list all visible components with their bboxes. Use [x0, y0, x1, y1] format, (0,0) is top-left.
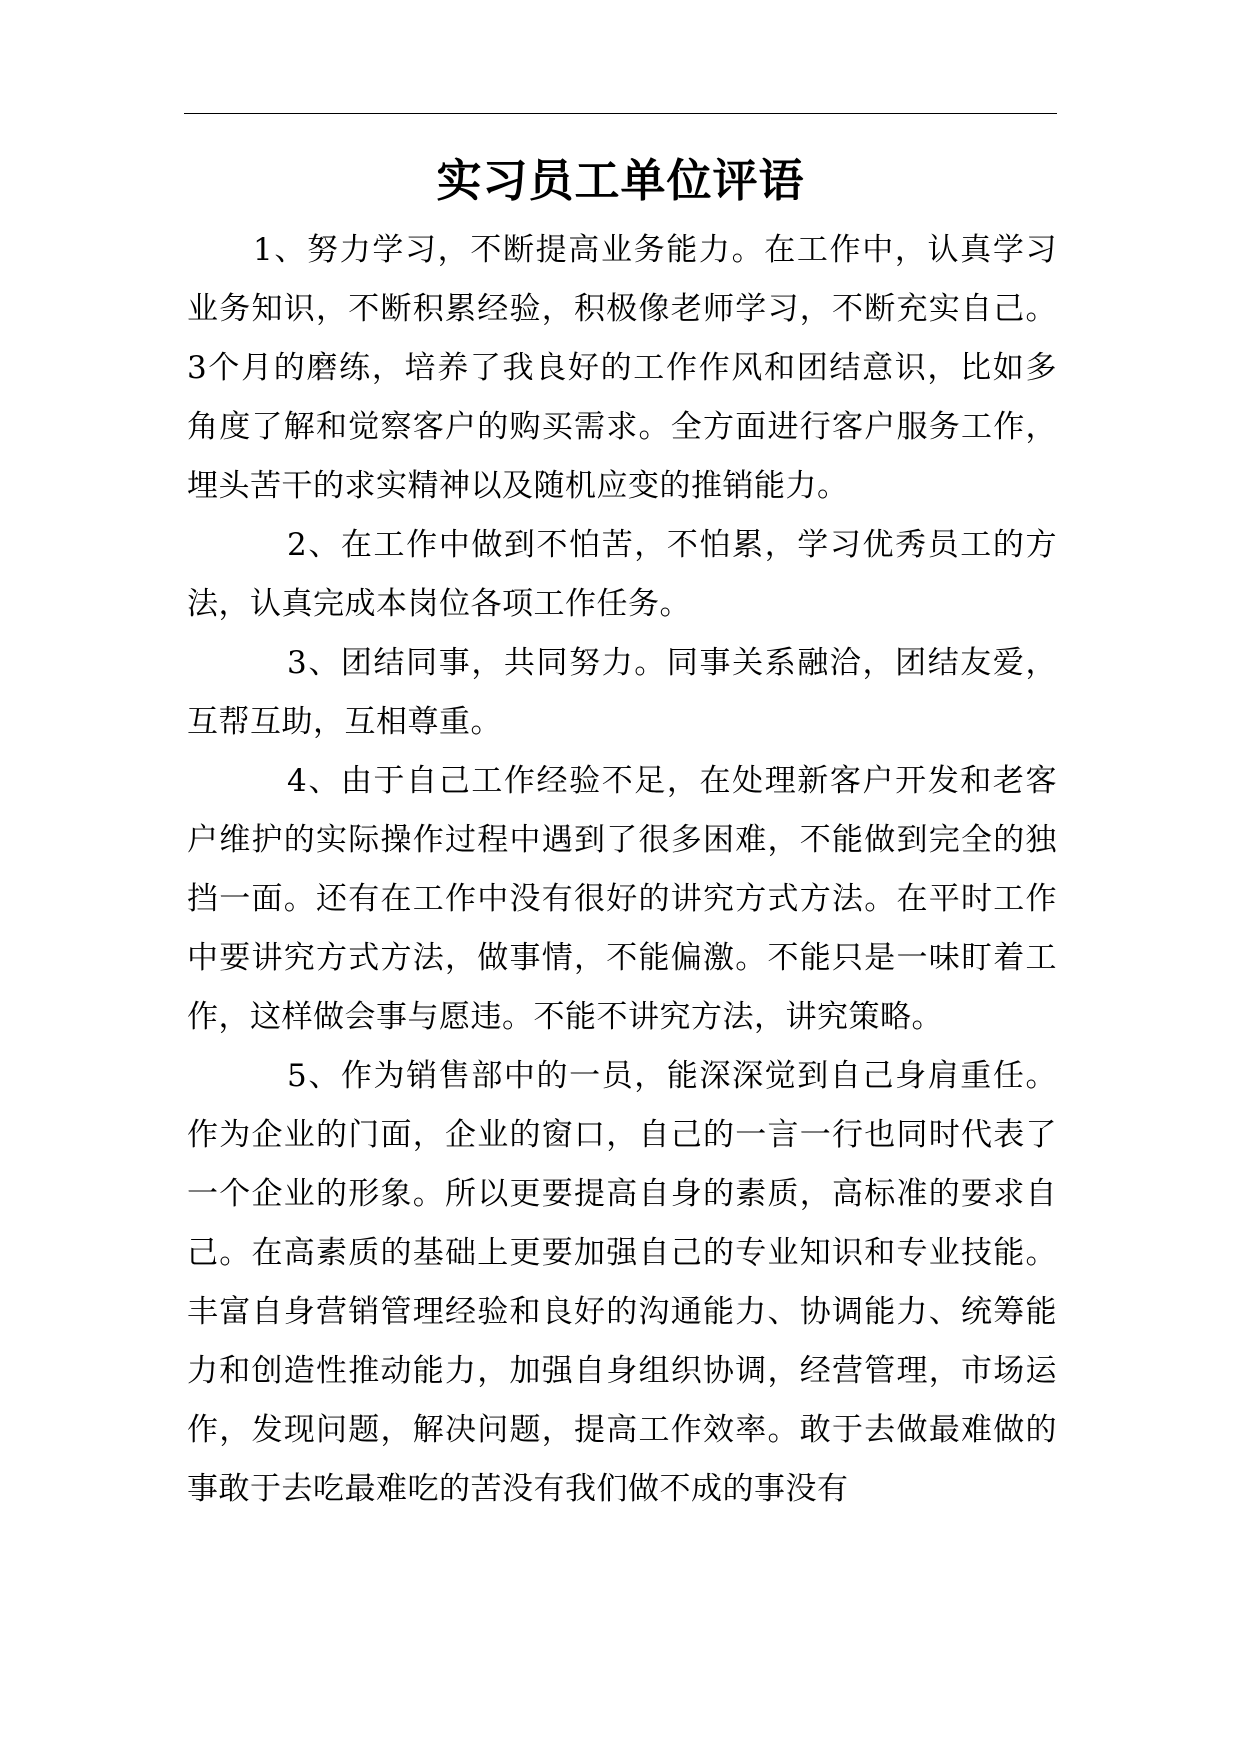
paragraph-5: 5、作为销售部中的一员，能深深觉到自己身肩重任。作为企业的门面，企业的窗口，自己的一言一行也同时代表了一个企业的形象。所以更要提高自身的素质，高标准的要求自己。在高素质的基础上更要加强自己的专业知识和专业技能。丰富自身营销管理经验和良好的沟通能力、协调能力、统筹能力和创造性推动能力，加强自身组织协调，经营管理，市场运作，发现问题，解决问题，提高工作效率。敢于去做最难做的事敢于去吃最难吃的苦没有我们做不成的事没有 — [187, 1058, 1057, 1507]
paragraph-4: 4、由于自己工作经验不足，在处理新客户开发和老客户维护的实际操作过程中遇到了很多困难，不能做到完全的独挡一面。还有在工作中没有很好的讲究方式方法。在平时工作中要讲究方式方法，做事情，不能偏激。不能只是一味盯着工作，这样做会事与愿违。不能不讲究方法，讲究策略。 — [187, 763, 1057, 1035]
header-rule — [184, 113, 1057, 114]
document-body — [187, 221, 1057, 1519]
paragraph-1: 1、努力学习，不断提高业务能力。在工作中，认真学习业务知识，不断积累经验，积极像老师学习，不断充实自己。3个月的磨练，培养了我良好的工作作风和团结意识，比如多角度了解和觉察客户的购买需求。全方面进行客户服务工作，埋头苦干的求实精神以及随机应变的推销能力。 — [187, 232, 1057, 504]
paragraph-3: 3、团结同事，共同努力。同事关系融洽，团结友爱，互帮互助，互相尊重。 — [187, 645, 1057, 740]
paragraph-2: 2、在工作中做到不怕苦，不怕累，学习优秀员工的方法，认真完成本岗位各项工作任务。 — [187, 527, 1057, 622]
page-title: 实习员工单位评语 — [436, 154, 805, 207]
